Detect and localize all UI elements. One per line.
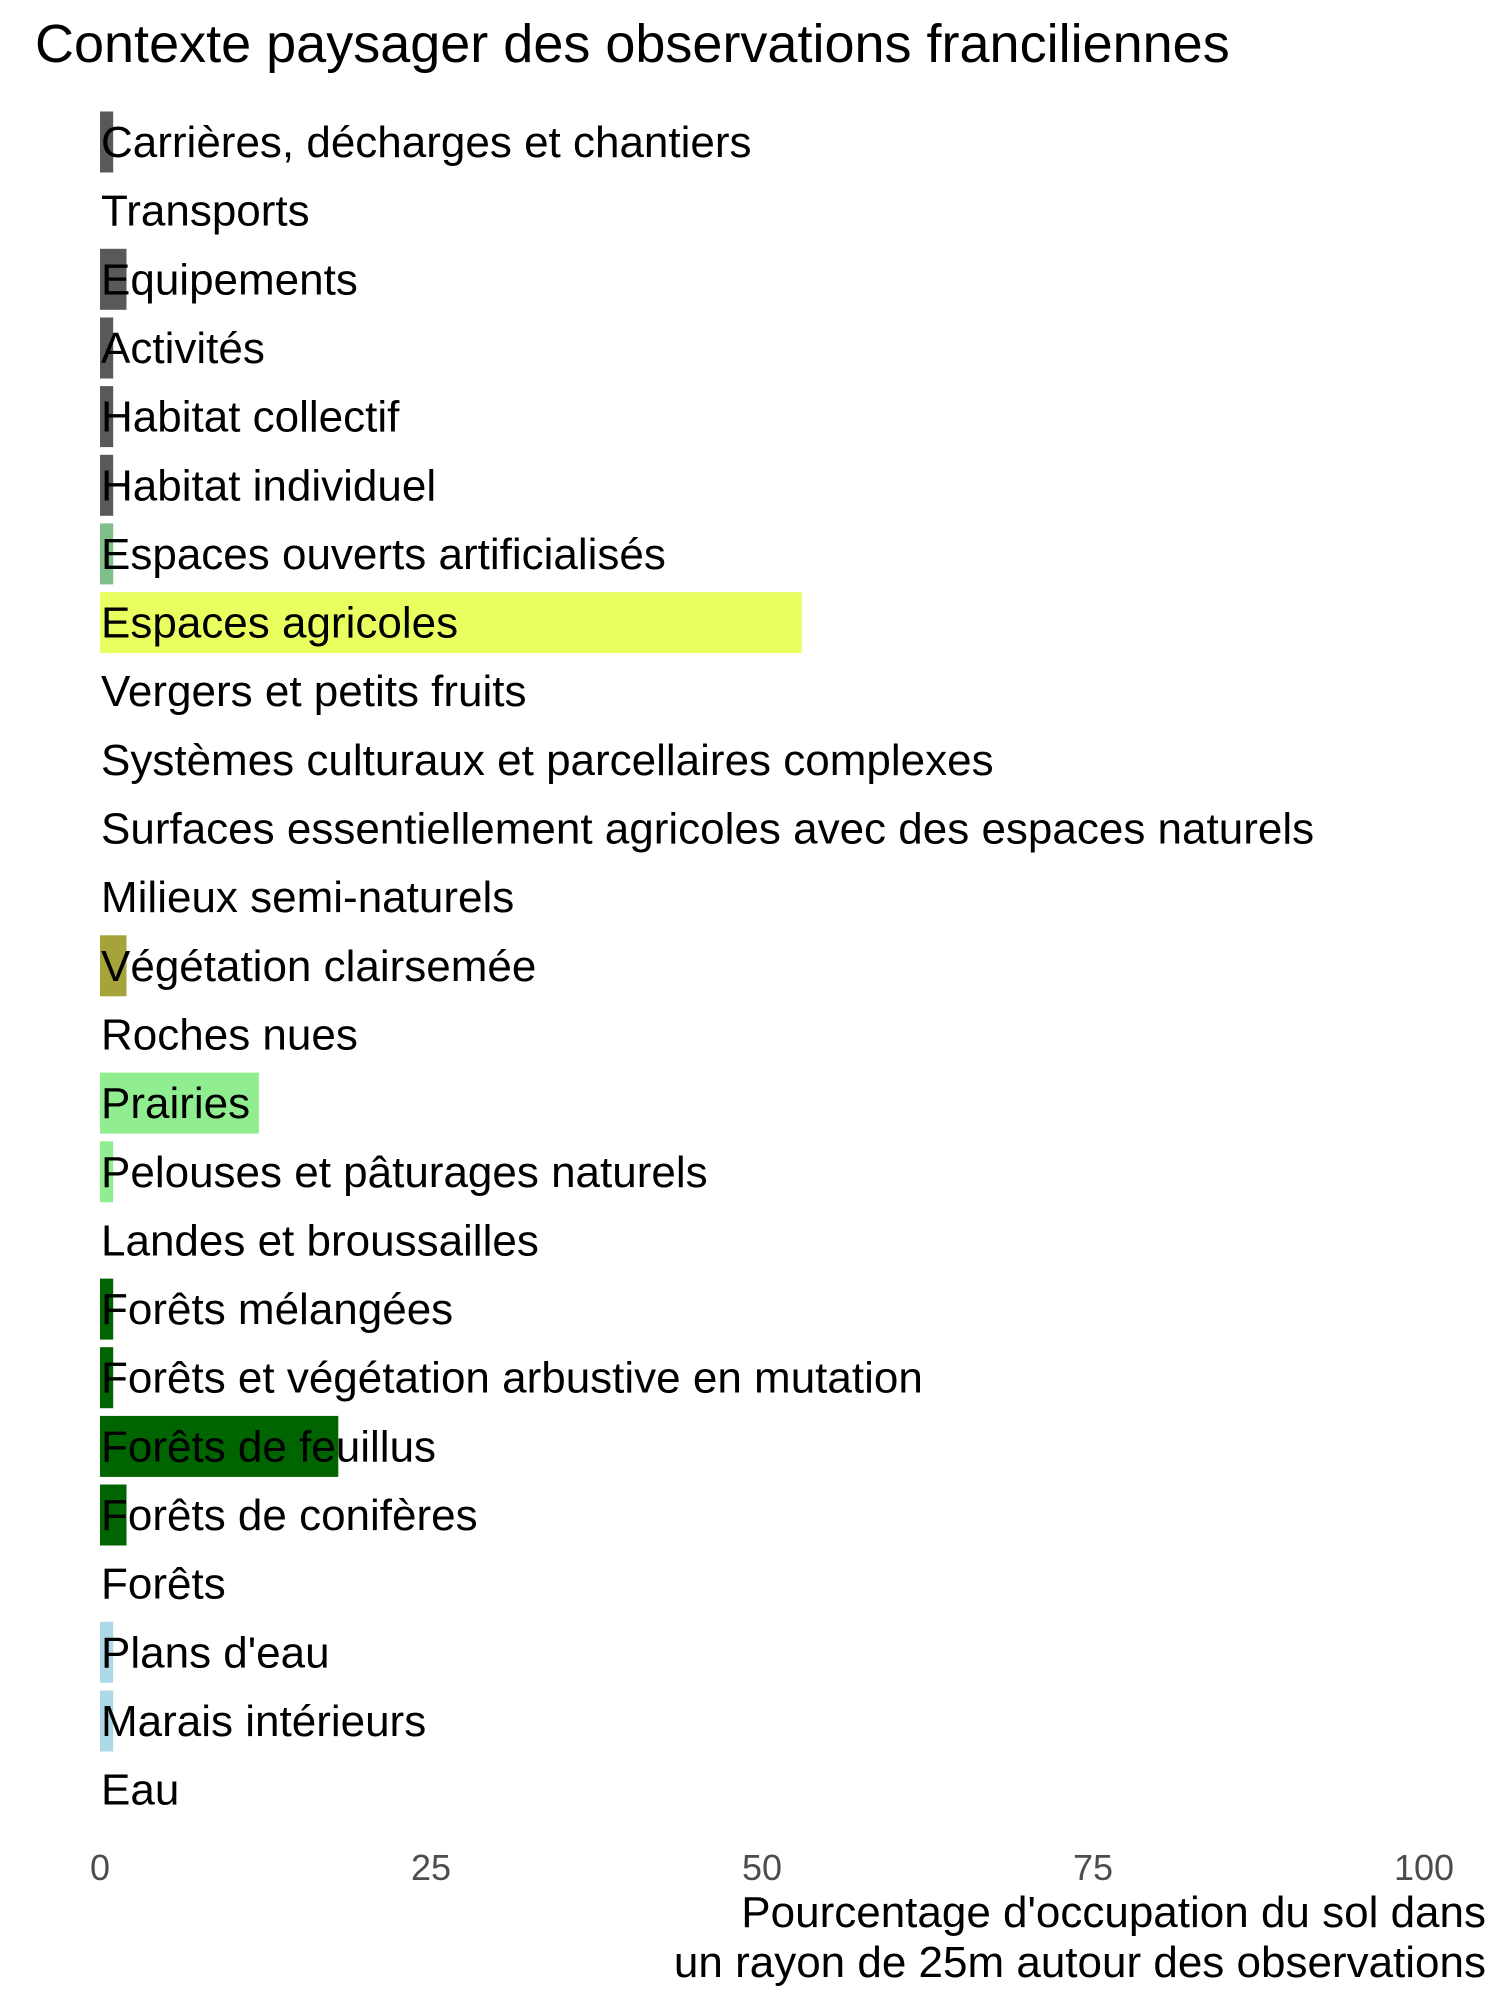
x-tick-label: 0 <box>89 1847 111 1888</box>
category-label: Activités <box>101 324 265 373</box>
category-label: Eau <box>101 1765 180 1815</box>
category-label: Surfaces essentiellement agricoles avec des espaces naturels <box>101 804 1315 854</box>
category-label: Transports <box>101 186 310 236</box>
category-label: Espaces agricoles <box>101 598 459 648</box>
category-label: Prairies <box>101 1079 251 1129</box>
category-label: Carrières, décharges et chantiers <box>101 118 752 167</box>
category-label: Forêts mélangées <box>101 1285 454 1335</box>
category-label: Forêts <box>101 1559 226 1609</box>
chart-title: Contexte paysager des observations franciliennes <box>35 14 1230 74</box>
category-label: Forêts et végétation arbustive en mutation <box>101 1353 923 1403</box>
category-label: Plans d'eau <box>101 1628 330 1678</box>
category-label: Vergers et petits fruits <box>101 667 527 717</box>
category-label: Landes et broussailles <box>101 1216 539 1266</box>
category-label: Espaces ouverts artificialisés <box>101 529 666 579</box>
category-label: Végétation clairsemée <box>101 941 537 991</box>
x-axis-ticks <box>90 1847 1454 1888</box>
category-labels-layer <box>101 118 1314 1815</box>
category-label: Equipements <box>101 255 358 305</box>
category-label: Habitat individuel <box>101 461 437 511</box>
category-label: Roches nues <box>101 1010 358 1060</box>
x-axis-title-line-2: un rayon de 25m autour des observations <box>673 1938 1486 1987</box>
x-axis-title <box>486 1888 1486 1988</box>
category-label: Marais intérieurs <box>101 1697 427 1746</box>
category-label: Systèmes culturaux et parcellaires complexes <box>101 735 994 785</box>
category-label: Milieux semi-naturels <box>101 873 515 923</box>
x-axis-title-line-1: Pourcentage d'occupation du sol dans <box>741 1888 1486 1937</box>
category-label: Pelouses et pâturages naturels <box>101 1147 708 1197</box>
x-tick-label: 50 <box>741 1847 783 1888</box>
category-label: Forêts de feuillus <box>101 1422 437 1472</box>
category-label: Forêts de conifères <box>101 1491 478 1540</box>
x-tick-label: 75 <box>1072 1847 1114 1888</box>
category-label: Habitat collectif <box>101 392 400 442</box>
x-tick-label: 100 <box>1393 1847 1455 1888</box>
x-tick-label: 25 <box>410 1847 452 1888</box>
